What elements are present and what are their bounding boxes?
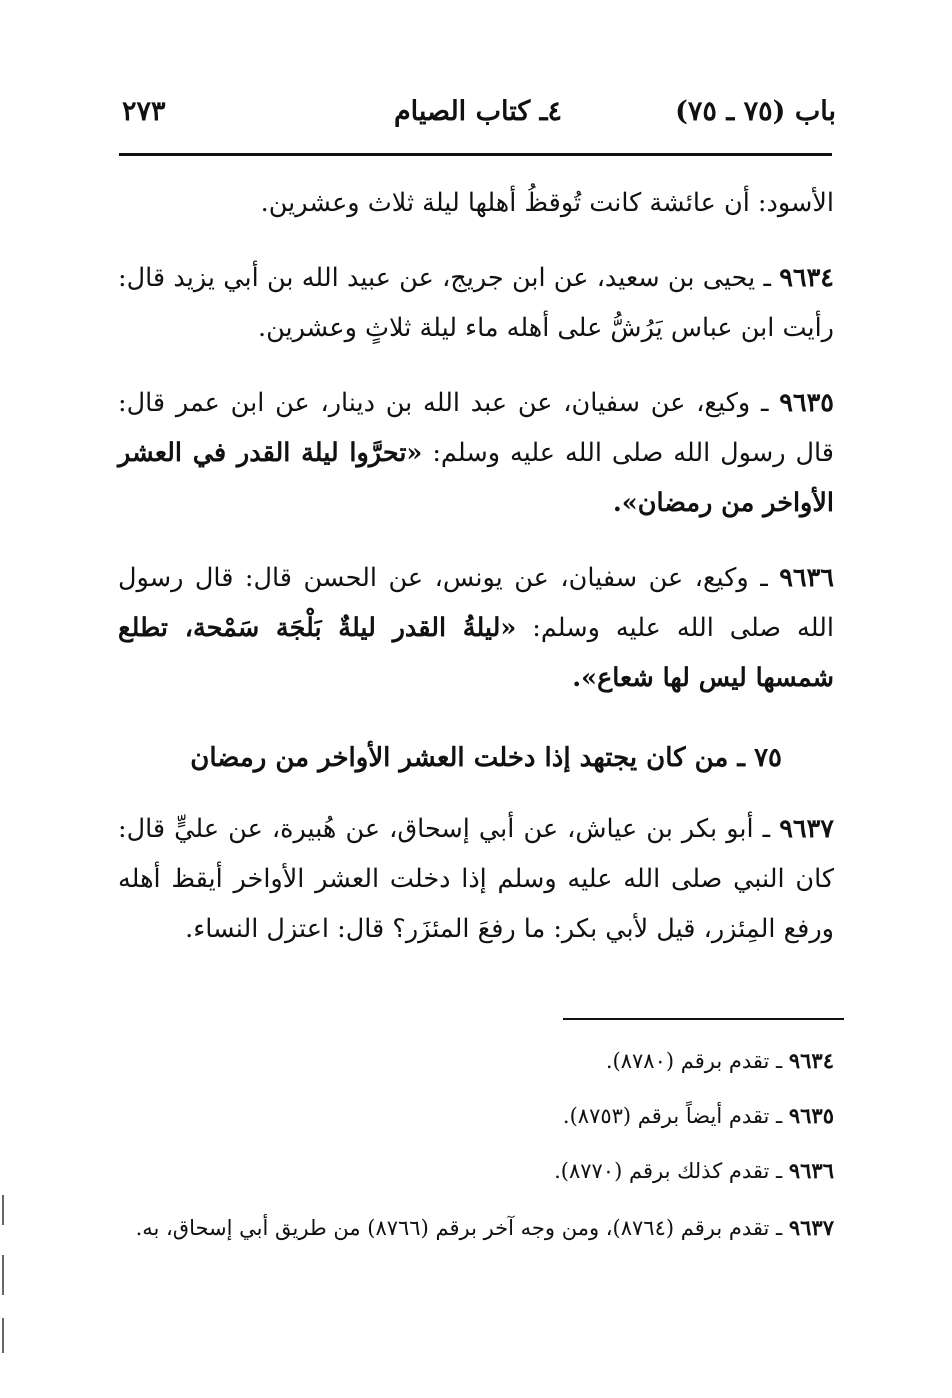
paragraph-text: الأسود: أن عائشة كانت تُوقظُ أهلها ليلة ثلاث وعشرين. <box>260 188 834 218</box>
running-header <box>120 96 836 140</box>
hadith-number: ٩٦٣٥ <box>779 388 834 418</box>
hadith-text: ـ وكيع، عن سفيان، عن عبد الله بن دينار، عن ابن عمر قال: قال رسول الله صلى الله عليه وسلم: <box>118 388 834 468</box>
paragraph-continuation <box>118 178 834 228</box>
hadith-number: ٩٦٣٦ <box>779 563 834 593</box>
hadith-text: ـ وكيع، عن سفيان، عن يونس، عن الحسن قال: قال رسول الله صلى الله عليه وسلم: <box>118 563 834 643</box>
book-title: ٤ـ كتاب الصيام <box>393 96 563 127</box>
hadith-quote: «ليلةُ القدر ليلةٌ بَلْجَة سَمْحة، تطلع شمسها ليس لها شعاع». <box>118 613 834 693</box>
hadith-9637 <box>118 804 834 954</box>
hadith-9635 <box>118 378 834 528</box>
footnote-9637 <box>118 1205 834 1251</box>
footnote-number: ٩٦٣٧ <box>788 1215 834 1240</box>
hadith-text: ـ أبو بكر بن عياش، عن أبي إسحاق، عن هُبيرة، عن عليٍّ قال: كان النبي صلى الله عليه وسلم إذا دخلت العشر الأواخر أيقظ أهله ورفع المِئزر، قيل لأبي بكر: ما رفعَ المئزَر؟ قال: اعتزل النساء. <box>118 814 834 944</box>
hadith-text: ـ يحيى بن سعيد، عن ابن جريج، عن عبيد الله بن أبي يزيد قال: رأيت ابن عباس يَرُشُّ على أهله ماء ليلة ثلاثٍ وعشرين. <box>118 263 834 343</box>
header-rule <box>119 153 832 156</box>
footnote-number: ٩٦٣٥ <box>788 1103 834 1128</box>
footnote-number: ٩٦٣٤ <box>788 1048 834 1073</box>
section-heading: ٧٥ ـ من كان يجتهد إذا دخلت العشر الأواخر من رمضان <box>190 743 782 773</box>
footnote-9635 <box>118 1093 834 1139</box>
footnote-9634 <box>118 1038 834 1084</box>
footnote-text: ـ تقدم برقم (٨٧٨٠). <box>605 1049 789 1073</box>
scan-edge-mark <box>2 1255 4 1295</box>
hadith-quote: «تحرَّوا ليلة القدر في العشر الأواخر من رمضان». <box>118 438 834 518</box>
footnote-9636 <box>118 1148 834 1194</box>
hadith-9634 <box>118 253 834 353</box>
hadith-number: ٩٦٣٧ <box>779 814 834 844</box>
footnote-number: ٩٦٣٦ <box>788 1158 834 1183</box>
footnote-text: ـ تقدم برقم (٨٧٦٤)، ومن وجه آخر برقم (٨٧٦٦) من طريق أبي إسحاق، به. <box>135 1216 789 1240</box>
hadith-9636 <box>118 553 834 703</box>
chapter-range: باب (٧٥ ـ ٧٥) <box>675 96 836 127</box>
scan-edge-mark <box>2 1318 4 1353</box>
footnote-separator <box>563 1018 844 1020</box>
scan-edge-mark <box>2 1195 4 1225</box>
footnote-text: ـ تقدم أيضاً برقم (٨٧٥٣). <box>562 1104 789 1128</box>
hadith-number: ٩٦٣٤ <box>779 263 834 293</box>
footnote-text: ـ تقدم كذلك برقم (٨٧٧٠). <box>554 1159 789 1183</box>
page-number: ٢٧٣ <box>122 96 166 127</box>
